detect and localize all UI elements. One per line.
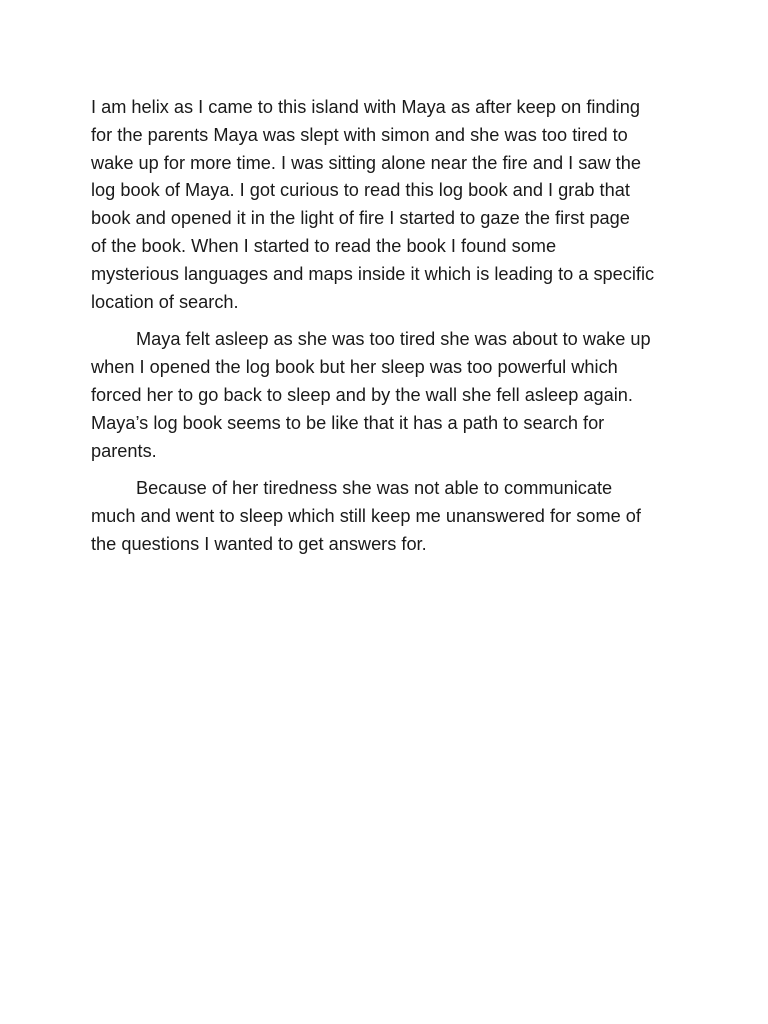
paragraph-1	[91, 94, 675, 316]
paragraph-2	[91, 326, 675, 465]
paragraph-3	[91, 475, 675, 558]
text-line: much and went to sleep which still keep me unanswered for some of	[91, 506, 641, 527]
text-line: parents.	[91, 440, 157, 461]
document-body	[91, 94, 675, 569]
text-line: location of search.	[91, 291, 239, 312]
text-line: Maya felt asleep as she was too tired she was about to wake up	[136, 329, 651, 350]
text-line: wake up for more time. I was sitting alone near the fire and I saw the	[91, 152, 641, 173]
text-line: log book of Maya. I got curious to read this log book and I grab that	[91, 180, 630, 201]
text-line: I am helix as I came to this island with Maya as after keep on finding	[91, 97, 640, 117]
text-line: mysterious languages and maps inside it which is leading to a specific	[91, 263, 655, 284]
text-line: when I opened the log book but her sleep was too powerful which	[91, 357, 618, 378]
text-line: Because of her tiredness she was not able to communicate	[136, 478, 613, 499]
text-line: book and opened it in the light of fire I started to gaze the first page	[91, 208, 630, 229]
text-line: of the book. When I started to read the book I found some	[91, 235, 557, 256]
text-line: forced her to go back to sleep and by the wall she fell asleep again.	[91, 384, 633, 405]
text-line: for the parents Maya was slept with simon and she was too tired to	[91, 124, 628, 145]
text-line: Maya’s log book seems to be like that it has a path to search for	[91, 412, 605, 433]
text-line: the questions I wanted to get answers for.	[91, 533, 427, 554]
